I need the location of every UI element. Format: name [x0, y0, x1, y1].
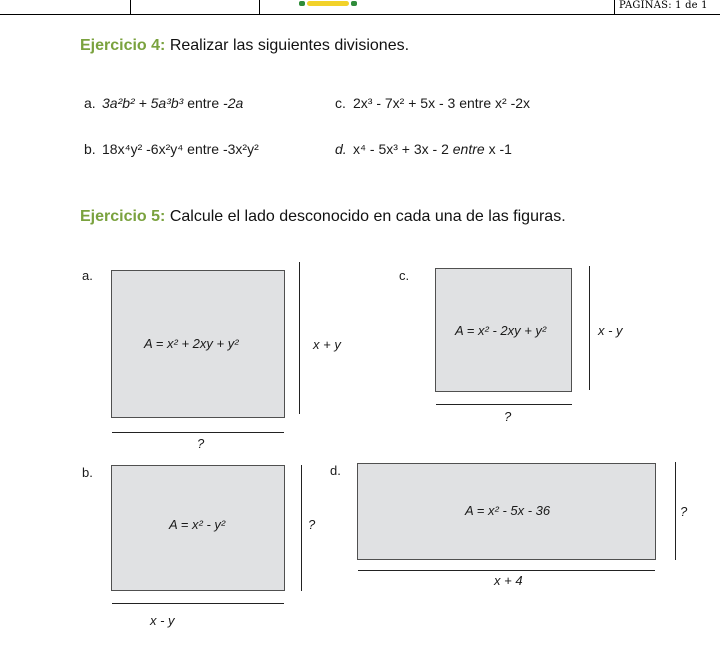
divisor: -3x²y²: [222, 141, 259, 157]
header-logo-cell: [130, 0, 260, 15]
divisor: x -1: [488, 141, 512, 157]
figure-c-bottom-label: ?: [504, 409, 512, 424]
figure-d-bottom-line: [358, 570, 655, 571]
figure-b-side-label: ?: [308, 517, 316, 532]
figure-a-bottom-line: [112, 432, 284, 433]
figure-a-side-line: [299, 262, 300, 414]
separator: entre: [448, 141, 489, 157]
separator: entre: [455, 95, 496, 111]
item-letter: a.: [84, 95, 96, 111]
figure-a-side-label: x + y: [313, 337, 341, 352]
figure-d-bottom-label: x + 4: [494, 573, 523, 588]
exercise-4-label: Ejercicio 4:: [80, 37, 166, 54]
figure-d-side-label: ?: [680, 504, 688, 519]
figure-a-area: A = x² + 2xy + y²: [144, 336, 239, 351]
dividend: x⁴ - 5x³ + 3x - 2: [353, 141, 449, 157]
divisor: -2a: [223, 95, 244, 111]
figure-b-bottom-line: [112, 603, 284, 604]
divisor: x² -2x: [495, 95, 531, 111]
figure-b-bottom-label: x - y: [150, 613, 175, 628]
division-item-b: [84, 141, 259, 157]
separator: entre: [183, 141, 223, 157]
figure-a-letter: a.: [82, 268, 93, 283]
dividend: 18x⁴y² -6x²y⁴: [102, 141, 184, 157]
exercise-5-instruction: Calcule el lado desconocido en cada una de las figuras.: [165, 208, 566, 225]
division-item-d: [335, 141, 512, 157]
dividend: 2x³ - 7x² + 5x - 3: [353, 95, 456, 111]
figure-a-bottom-label: ?: [197, 436, 205, 451]
figure-c-side-label: x - y: [598, 323, 623, 338]
separator: entre: [183, 95, 224, 111]
figure-c-area: A = x² - 2xy + y²: [455, 323, 547, 338]
exercise-4-instruction: Realizar las siguientes divisiones.: [165, 37, 410, 54]
exercise-5-label: Ejercicio 5:: [80, 208, 166, 225]
division-item-a: [84, 95, 243, 111]
figure-b-side-line: [301, 465, 302, 591]
figure-c-bottom-line: [436, 404, 572, 405]
exercise-4-title: [80, 37, 409, 55]
figure-c-side-line: [589, 266, 590, 390]
figure-d-letter: d.: [330, 463, 341, 478]
dividend: 3a²b² + 5a³b³: [102, 95, 184, 111]
figure-d-area: A = x² - 5x - 36: [465, 503, 551, 518]
item-letter: c.: [335, 95, 346, 111]
figure-c-letter: c.: [399, 268, 410, 283]
header-rule: [0, 14, 130, 15]
page-counter: PÁGINAS: 1 de 1: [614, 0, 718, 14]
figure-b-area: A = x² - y²: [169, 517, 226, 532]
exercise-5-title: [80, 208, 566, 226]
division-item-c: [335, 95, 530, 111]
figure-d-side-line: [675, 462, 676, 560]
item-letter: b.: [84, 141, 96, 157]
figure-b-letter: b.: [82, 465, 93, 480]
item-letter: d.: [335, 141, 347, 157]
